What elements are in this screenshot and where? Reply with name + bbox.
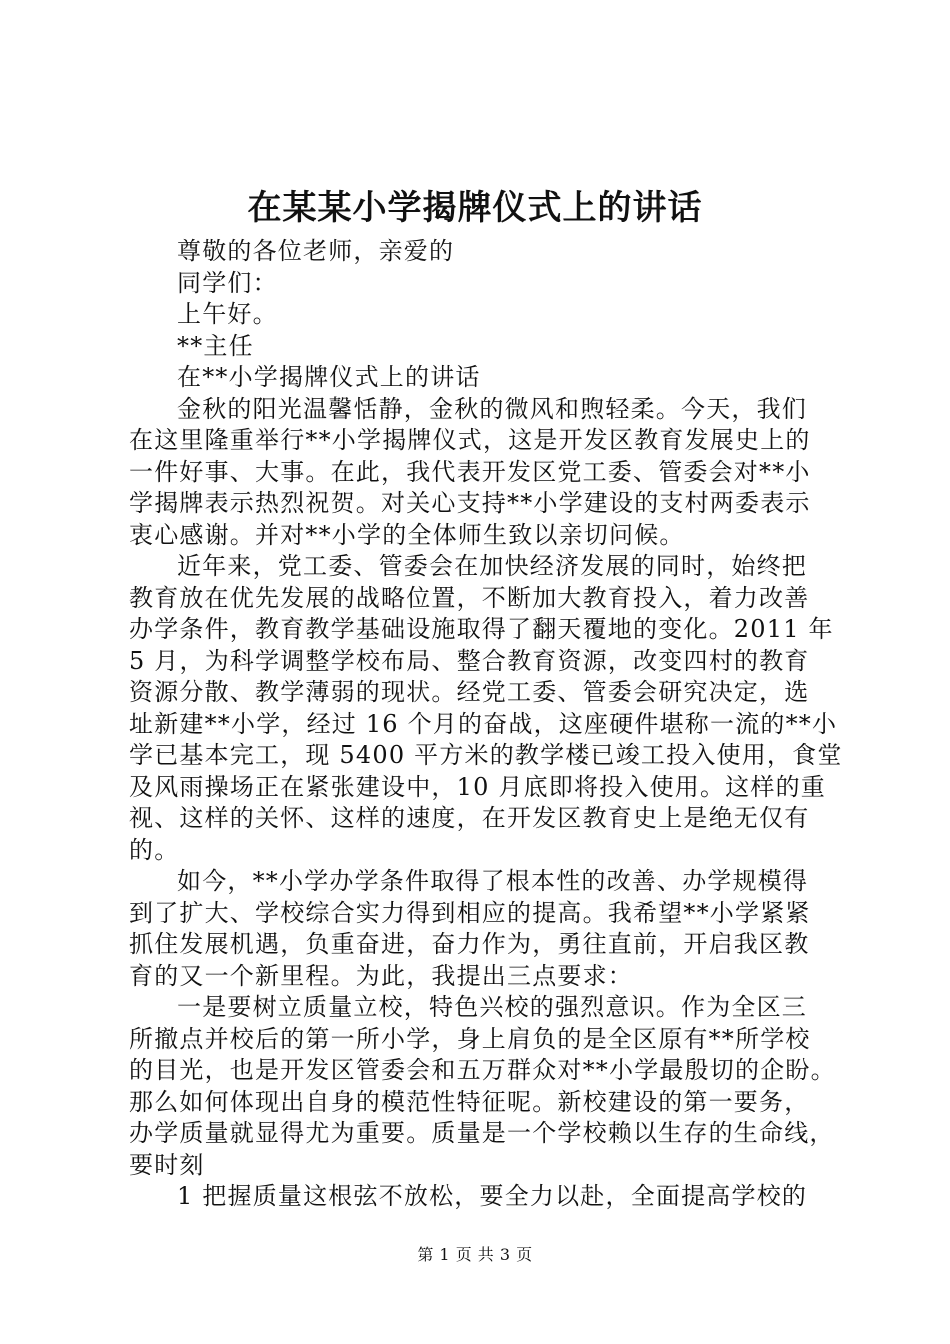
paragraph-line: 办学条件，教育教学基础设施取得了翻天覆地的变化。2011 年 [129,615,834,643]
paragraph-line: 所撤点并校后的第一所小学，身上肩负的是全区原有**所学校 [129,1024,811,1053]
document-body [129,236,841,1213]
paragraph-line: 衷心感谢。并对**小学的全体师生致以亲切问候。 [129,520,685,549]
paragraph-line: 的目光，也是开发区管委会和五万群众对**小学最殷切的企盼。 [129,1056,836,1084]
paragraph [129,992,841,1181]
greeting-line: 上午好。 [177,300,278,328]
greeting-line: 尊敬的各位老师，亲爱的 [177,237,455,265]
document-title: 在某某小学揭牌仪式上的讲话 [247,188,703,228]
paragraph-line: 育的又一个新里程。为此，我提出三点要求： [129,961,633,990]
paragraph [129,394,841,552]
paragraph [129,1181,841,1213]
paragraph-line: 资源分散、教学薄弱的现状。经党工委、管委会研究决定，选 [129,678,810,706]
paragraph-line: 那么如何体现出自身的模范性特征呢。新校建设的第一要务， [129,1087,810,1116]
paragraph-line: 办学质量就显得尤为重要。质量是一个学校赖以生存的生命线， [129,1119,835,1147]
page-number-footer: 第 1 页 共 3 页 [417,1245,533,1264]
paragraph-line: 如今，**小学办学条件取得了根本性的改善、办学规模得 [177,867,809,895]
paragraph-line: 教育放在优先发展的战略位置，不断加大教育投入，着力改善 [129,583,810,612]
paragraph [129,866,841,992]
paragraph-line: 视、这样的关怀、这样的速度，在开发区教育史上是绝无仅有 [129,804,810,832]
paragraph-line: 到了扩大、学校综合实力得到相应的提高。我希望**小学紧紧 [129,898,811,927]
paragraph-line: 一件好事、大事。在此，我代表开发区党工委、管委会对**小 [129,457,811,486]
greeting-line: 同学们： [177,268,278,297]
paragraph-line: 的。 [129,835,180,864]
paragraph [129,551,841,866]
paragraph-line: 学揭牌表示热烈祝贺。对关心支持**小学建设的支村两委表示 [129,489,811,517]
speech-subtitle: 在**小学揭牌仪式上的讲话 [177,363,481,391]
paragraph-line: 抓住发展机遇，负重奋进，奋力作为，勇往直前，开启我区教 [129,930,810,958]
paragraph-line: 要时刻 [129,1150,205,1179]
paragraph-line: 1 把握质量这根弦不放松，要全力以赴，全面提高学校的 [177,1182,808,1210]
paragraph-line: 近年来，党工委、管委会在加快经济发展的同时，始终把 [177,552,807,580]
paragraph-line: 在这里隆重举行**小学揭牌仪式，这是开发区教育发展史上的 [129,426,811,454]
paragraph-line: 一是要树立质量立校，特色兴校的强烈意识。作为全区三 [177,993,807,1021]
paragraph-line: 5 月，为科学调整学校布局、整合教育资源，改变四村的教育 [129,646,810,675]
paragraph-line: 金秋的阳光温馨恬静，金秋的微风和煦轻柔。今天，我们 [177,394,807,423]
paragraph-line: 及风雨操场正在紧张建设中，10 月底即将投入使用。这样的重 [129,772,826,801]
paragraph-line: 学已基本完工，现 5400 平方米的教学楼已竣工投入使用，食堂 [129,741,843,769]
speaker-line: **主任 [177,331,254,360]
paragraph-line: 址新建**小学，经过 16 个月的奋战，这座硬件堪称一流的**小 [129,709,838,738]
